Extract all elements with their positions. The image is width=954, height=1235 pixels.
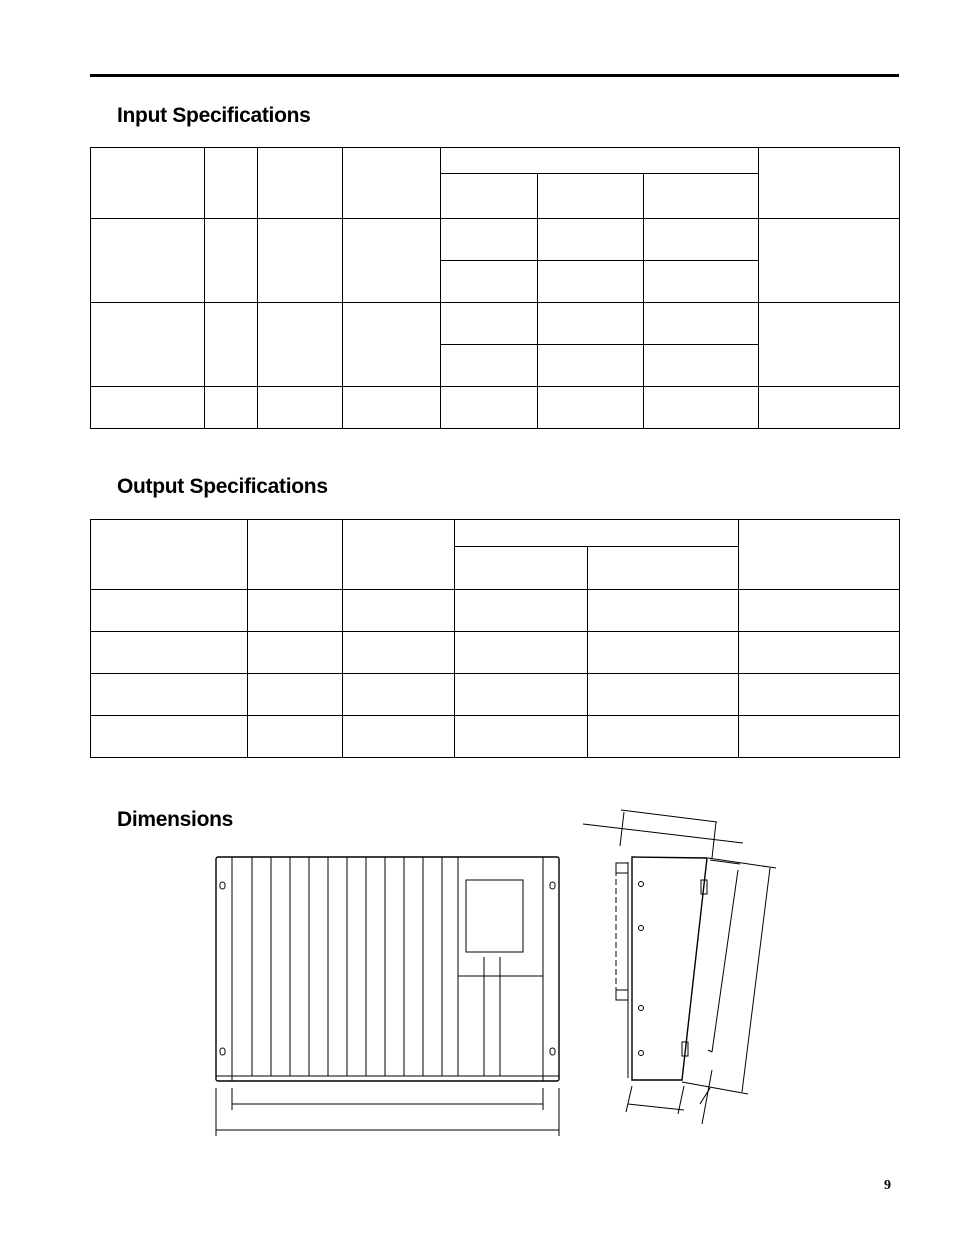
screw-hole-icon xyxy=(639,1051,644,1056)
input-specifications-heading: Input Specifications xyxy=(117,104,311,127)
enclosure-front-view xyxy=(216,857,559,1136)
side-body-outline xyxy=(632,857,707,1080)
enclosure-side-view xyxy=(583,810,776,1124)
page-number: 9 xyxy=(884,1178,891,1193)
screw-hole-icon xyxy=(639,1006,644,1011)
cooling-fins xyxy=(252,857,458,1076)
front-panel-outline xyxy=(216,857,559,1081)
mounting-slot-icon xyxy=(550,882,555,889)
width-dimension-lines xyxy=(216,1088,559,1136)
display-window xyxy=(466,880,523,952)
screw-hole-icon xyxy=(639,882,644,887)
mounting-slot-icon xyxy=(220,1048,225,1055)
screw-hole-icon xyxy=(639,926,644,931)
mounting-bracket xyxy=(616,990,628,1000)
dimensions-heading: Dimensions xyxy=(117,808,234,831)
mounting-bracket xyxy=(616,863,628,873)
output-specifications-heading: Output Specifications xyxy=(117,475,328,498)
mounting-slot-icon xyxy=(220,882,225,889)
mounting-slot-icon xyxy=(550,1048,555,1055)
